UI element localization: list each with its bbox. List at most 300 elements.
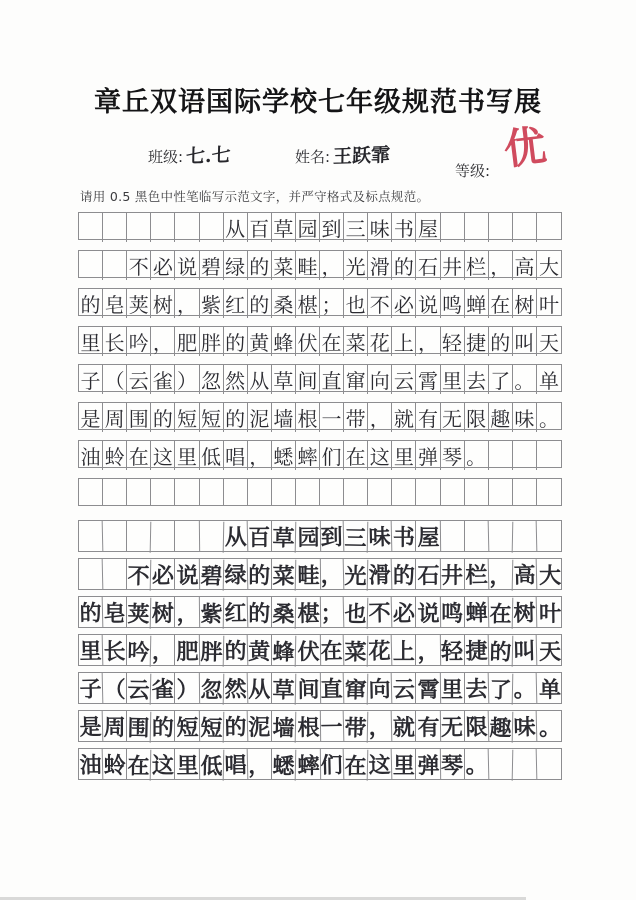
grid-cell-char: 绿: [223, 558, 248, 590]
grid-cell-char: 皂: [103, 289, 127, 318]
grid-cell-char: 园: [296, 213, 320, 242]
grid-cell-empty: [512, 520, 537, 552]
grid-cell-char: 在: [489, 289, 513, 318]
grid-cell-char: 说: [175, 251, 199, 280]
grid-cell-char: 长: [103, 327, 127, 356]
grid-cell-char: 里: [79, 327, 103, 356]
name-label: 姓名:: [295, 148, 331, 166]
grid-cell-char: 在: [488, 597, 513, 628]
grid-cell-char: 必: [392, 289, 416, 318]
grid-cell-char: 了: [488, 673, 513, 704]
grid-cell-char: 在: [344, 441, 368, 470]
grid-cell-char: 这: [368, 441, 392, 470]
grid-cell-char: 必: [392, 597, 416, 628]
grid-cell-char: ；: [320, 596, 345, 628]
grid-cell-char: 叫: [513, 327, 537, 356]
grid-cell-char: 围: [127, 711, 152, 742]
grid-cell-empty: [538, 749, 562, 780]
grid-cell-empty: [127, 521, 152, 552]
grid-cell-empty: [79, 251, 103, 280]
grid-cell-char: 滑: [368, 558, 393, 590]
grid-cell-char: 里: [79, 634, 104, 666]
grid-cell-empty: [151, 479, 175, 505]
grid-cell-char: 不: [368, 289, 392, 318]
grid-cell-empty: [175, 213, 199, 242]
grid-cell-char: （: [103, 673, 127, 704]
grid-cell-char: 肥: [176, 635, 200, 666]
grid-cell-char: 不: [127, 251, 151, 280]
grid-cell-char: 不: [127, 559, 152, 590]
grid-cell-empty: [248, 479, 272, 505]
grid-cell-char: 云: [392, 365, 416, 394]
grid-cell-char: 单: [538, 676, 562, 704]
grid-cell-char: 然: [224, 365, 248, 394]
grid-cell-char: 畦: [297, 559, 321, 590]
grid-cell-char: 限: [465, 403, 489, 432]
grid-cell-char: ，: [320, 251, 344, 280]
grid-cell-char: 墙: [272, 403, 296, 432]
grid-cell-empty: [103, 559, 127, 590]
grid-cell-empty: [127, 213, 151, 242]
grid-cell-char: 是: [79, 710, 104, 742]
grid-cell-char: 上: [392, 327, 416, 356]
grid-cell-char: 蟀: [297, 749, 321, 780]
grid-cell-char: ）: [176, 673, 200, 704]
grid-cell-char: 三: [344, 521, 369, 552]
grid-row: [78, 212, 562, 240]
grid-row: [78, 250, 562, 278]
grid-cell-char: 蝉: [465, 289, 489, 318]
grid-cell-char: 的: [248, 597, 272, 628]
grid-cell-char: 从: [223, 520, 248, 552]
grid-cell-char: 。: [512, 672, 537, 704]
grid-cell-char: 围: [127, 403, 151, 432]
grid-cell-char: 花: [368, 634, 393, 666]
grid-cell-char: ，: [488, 559, 513, 590]
grid-cell-char: 带: [344, 403, 368, 432]
grid-cell-char: 桑: [272, 289, 296, 318]
grid-cell-char: 。: [513, 365, 537, 394]
grid-cell-char: 忽: [200, 365, 224, 394]
grid-cell-char: 根: [297, 711, 321, 742]
grid-cell-char: 霄: [417, 673, 441, 704]
grid-row: [78, 440, 562, 468]
grid-cell-char: 蟀: [296, 441, 320, 470]
grid-cell-char: 捷: [464, 634, 489, 666]
grid-cell-char: 从: [248, 365, 272, 394]
grid-cell-char: 菜: [271, 559, 296, 590]
grid-cell-char: 然: [223, 672, 248, 704]
grid-cell-char: 雀: [151, 365, 175, 394]
grid-cell-char: 也: [344, 597, 369, 628]
grid-cell-empty: [416, 479, 440, 505]
grid-cell-empty: [538, 521, 562, 552]
grid-cell-char: 井: [441, 251, 465, 280]
grid-cell-char: 的: [79, 596, 104, 628]
grid-cell-char: 椹: [296, 289, 320, 318]
grid-row: [78, 710, 562, 742]
grid-cell-char: 弹: [416, 441, 440, 470]
grid-cell-char: 屋: [416, 213, 440, 242]
grid-cell-empty: [79, 213, 103, 242]
grid-cell-char: 子: [79, 365, 103, 394]
grid-cell-char: 趣: [489, 403, 513, 432]
instruction-note: 请用 0.5 黑色中性笔临写示范文字，并严守格式及标点规范。: [80, 189, 430, 204]
grid-cell-empty: [79, 479, 103, 505]
grid-cell-char: 的: [151, 711, 175, 742]
grid-cell-char: 书: [392, 521, 416, 552]
grid-cell-char: ）: [175, 365, 199, 394]
grid-cell-char: 低: [200, 441, 224, 470]
grade-label: 等级:: [455, 162, 491, 180]
grid-cell-char: 滑: [368, 251, 392, 280]
grid-cell-char: ，: [368, 710, 393, 742]
grid-cell-char: 肥: [175, 327, 199, 356]
grid-cell-empty: [512, 748, 537, 780]
grid-row: [78, 478, 562, 506]
grid-cell-empty: [79, 558, 104, 590]
grid-cell-char: 向: [368, 672, 393, 704]
grid-cell-empty: [296, 479, 320, 505]
grid-cell-char: 短: [200, 403, 224, 432]
grid-cell-char: 蟋: [271, 749, 296, 780]
grid-row: [78, 326, 562, 354]
grid-cell-char: 书: [392, 213, 416, 242]
grid-cell-char: 趣: [488, 711, 513, 742]
grid-cell-char: 一: [320, 710, 345, 742]
grid-cell-char: 鸣: [441, 597, 465, 628]
grid-row: [78, 520, 562, 552]
grid-cell-char: 的: [489, 327, 513, 356]
grid-cell-char: 到: [320, 520, 345, 552]
grid-cell-char: 就: [392, 711, 416, 742]
grid-cell-char: 桑: [271, 597, 296, 628]
grid-cell-char: 蛉: [103, 441, 127, 470]
grid-cell-empty: [103, 521, 127, 552]
grade-value-red-handwritten: 优: [501, 120, 549, 175]
grid-cell-char: ，: [320, 558, 345, 590]
header-fields: [0, 120, 636, 185]
grid-cell-empty: [151, 521, 175, 552]
grid-cell-empty: [103, 213, 127, 242]
grid-cell-char: 说: [416, 289, 440, 318]
grid-cell-char: 绿: [224, 251, 248, 280]
grid-cell-char: 无: [441, 711, 465, 742]
field-name: [295, 141, 455, 168]
grid-cell-char: 草: [271, 673, 296, 704]
grid-cell-char: ，: [151, 635, 175, 666]
grid-cell-char: 里: [392, 441, 416, 470]
grid-cell-char: 到: [320, 213, 344, 242]
grid-cell-char: 伏: [296, 327, 320, 356]
class-value-handwritten: 七.七: [185, 144, 231, 168]
grid-cell-char: ，: [416, 327, 440, 356]
grid-cell-char: 树: [151, 597, 175, 628]
grid-cell-empty: [103, 479, 127, 505]
grid-row: [78, 558, 562, 590]
grid-cell-char: 天: [538, 638, 562, 666]
grid-cell-char: （: [103, 365, 127, 394]
grid-row: [78, 634, 562, 666]
grid-cell-char: 味: [368, 520, 393, 552]
grid-cell-char: 上: [392, 635, 416, 666]
grid-cell-char: 菜: [344, 635, 369, 666]
grid-cell-char: 味: [368, 213, 392, 242]
grid-cell-char: 大: [538, 255, 559, 279]
grid-cell-char: 在: [320, 327, 344, 356]
grid-cell-char: ，: [176, 597, 200, 628]
model-text-grid: [78, 212, 562, 506]
grid-cell-char: 有: [416, 403, 440, 432]
grid-cell-char: ，: [417, 635, 441, 666]
grid-cell-char: 在: [320, 634, 345, 666]
grid-cell-empty: [199, 521, 224, 552]
grid-cell-char: 高: [513, 251, 537, 280]
grid-cell-char: 从: [224, 213, 248, 242]
grid-cell-empty: [489, 213, 513, 242]
grid-cell-char: 说: [176, 559, 200, 590]
grid-cell-char: 三: [344, 213, 368, 242]
grid-cell-char: 蛉: [103, 749, 127, 780]
grid-cell-char: 里: [441, 365, 465, 394]
grid-cell-empty: [79, 520, 104, 552]
grid-cell-char: 荚: [127, 289, 151, 318]
grid-cell-char: 胖: [199, 635, 224, 666]
grid-cell-char: 唱: [223, 748, 248, 780]
grid-cell-char: 这: [151, 441, 175, 470]
grid-cell-char: 直: [320, 672, 345, 704]
grid-cell-char: 云: [392, 673, 416, 704]
grid-cell-char: 蟋: [272, 441, 296, 470]
grid-cell-char: 鸣: [441, 289, 465, 318]
grid-cell-char: 必: [151, 559, 175, 590]
grid-cell-empty: [465, 213, 489, 242]
grid-cell-char: 有: [417, 711, 441, 742]
grid-cell-char: 草: [272, 365, 296, 394]
grid-cell-empty: [441, 213, 465, 242]
grid-cell-char: 里: [176, 749, 200, 780]
grid-cell-char: 百: [248, 521, 272, 552]
grid-cell-char: 这: [151, 749, 175, 780]
grid-cell-char: 树: [513, 289, 537, 318]
grid-cell-empty: [488, 521, 513, 552]
grid-row: [78, 288, 562, 316]
grid-cell-char: 霄: [416, 365, 440, 394]
grid-cell-char: 根: [296, 403, 320, 432]
grid-cell-char: 的: [392, 251, 416, 280]
grid-cell-empty: [200, 213, 224, 242]
grid-cell-char: 的: [392, 559, 416, 590]
grid-cell-char: 紫: [200, 289, 224, 318]
grid-cell-char: 周: [103, 711, 127, 742]
grid-cell-char: 轻: [441, 327, 465, 356]
grid-cell-char: 轻: [441, 635, 465, 666]
grid-cell-char: 的: [248, 559, 272, 590]
grid-cell-char: 菜: [272, 251, 296, 280]
grid-cell-empty: [103, 251, 127, 280]
grid-cell-char: 树: [151, 289, 175, 318]
grid-row: [78, 596, 562, 628]
grid-cell-char: 去: [464, 672, 489, 704]
grid-cell-char: 短: [175, 403, 199, 432]
grid-cell-empty: [464, 520, 489, 552]
grid-cell-char: 在: [127, 749, 152, 780]
grid-cell-char: 必: [151, 251, 175, 280]
grid-cell-char: 井: [441, 559, 465, 590]
grid-cell-char: 碧: [199, 559, 224, 590]
grid-cell-char: 一: [320, 403, 344, 432]
grid-cell-char: 们: [320, 441, 344, 470]
grid-cell-empty: [200, 479, 224, 505]
grid-cell-char: 忽: [199, 673, 224, 704]
grid-cell-char: ，: [175, 289, 199, 318]
grid-cell-char: 园: [297, 521, 321, 552]
grid-cell-char: 树: [512, 596, 537, 628]
grid-cell-char: 间: [296, 365, 320, 394]
grid-cell-char: 在: [344, 749, 369, 780]
grid-cell-char: 弹: [417, 749, 441, 780]
grid-cell-char: 限: [464, 710, 489, 742]
grid-cell-char: 云: [127, 673, 152, 704]
grid-cell-char: 短: [176, 711, 200, 742]
grid-cell-char: 周: [103, 403, 127, 432]
grid-cell-char: 光: [344, 559, 369, 590]
grid-cell-empty: [320, 479, 344, 505]
grid-cell-char: 。: [464, 748, 489, 780]
grid-cell-char: 叫: [512, 634, 537, 666]
grid-cell-char: 蝉: [464, 596, 489, 628]
grid-cell-char: 。: [538, 714, 562, 742]
grid-cell-char: 的: [248, 251, 272, 280]
grid-cell-char: 碧: [200, 251, 224, 280]
grid-cell-char: 雀: [151, 673, 175, 704]
grid-cell-empty: [392, 479, 416, 505]
grid-cell-empty: [176, 521, 200, 552]
grid-cell-char: 皂: [103, 597, 127, 628]
grid-cell-char: 胖: [200, 327, 224, 356]
grid-cell-char: 椹: [297, 597, 321, 628]
grid-cell-char: 蜂: [272, 327, 296, 356]
grid-cell-char: 荚: [127, 597, 152, 628]
grid-row: [78, 672, 562, 704]
grid-cell-char: 墙: [271, 711, 296, 742]
grid-cell-char: 栏: [464, 558, 489, 590]
grid-cell-char: 叶: [538, 600, 562, 628]
grid-cell-empty: [344, 479, 368, 505]
grid-cell-char: 琴: [441, 749, 465, 780]
grid-cell-char: 叶: [538, 293, 559, 317]
grid-cell-char: ，: [489, 251, 513, 280]
grid-cell-char: 从: [248, 673, 272, 704]
grid-cell-char: 去: [465, 365, 489, 394]
grid-cell-char: 唱: [224, 441, 248, 470]
grid-cell-char: 就: [392, 403, 416, 432]
grid-cell-char: 的: [223, 634, 248, 666]
grid-cell-char: 这: [368, 748, 393, 780]
grid-cell-empty: [465, 479, 489, 505]
grid-cell-char: 石: [416, 251, 440, 280]
grid-cell-char: 的: [224, 327, 248, 356]
grid-cell-empty: [272, 479, 296, 505]
grid-cell-char: 是: [79, 403, 103, 432]
class-label: 班级:: [148, 148, 184, 166]
grid-cell-empty: [368, 479, 392, 505]
grid-cell-char: 吟: [127, 635, 152, 666]
grid-cell-empty: [488, 749, 513, 780]
page-title: 章丘双语国际学校七年级规范书写展: [94, 87, 542, 118]
grid-cell-empty: [537, 479, 561, 505]
grid-cell-char: ，: [248, 441, 272, 470]
grid-cell-char: 直: [320, 365, 344, 394]
grid-cell-char: 无: [441, 403, 465, 432]
grid-cell-char: 云: [127, 365, 151, 394]
grid-cell-char: 花: [368, 327, 392, 356]
grid-cell-char: 的: [488, 635, 513, 666]
grid-cell-char: 菜: [344, 327, 368, 356]
grid-cell-char: 间: [297, 673, 321, 704]
grid-cell-char: 的: [151, 403, 175, 432]
grid-cell-char: 短: [199, 711, 224, 742]
grid-cell-char: 向: [368, 365, 392, 394]
grid-cell-char: 光: [344, 251, 368, 280]
grid-cell-char: ；: [320, 289, 344, 318]
grid-cell-empty: [441, 521, 465, 552]
grid-cell-empty: [489, 441, 513, 470]
grid-cell-empty: [175, 479, 199, 505]
grid-cell-empty: [513, 213, 537, 242]
grid-cell-char: 里: [175, 441, 199, 470]
grid-cell-char: 的: [248, 289, 272, 318]
grid-cell-char: 泥: [248, 403, 272, 432]
grid-cell-char: 了: [489, 365, 513, 394]
grid-cell-char: 子: [79, 672, 104, 704]
grid-cell-char: 紫: [199, 597, 224, 628]
grid-cell-char: 窜: [344, 673, 369, 704]
grid-cell-char: 屋: [417, 521, 441, 552]
name-value-handwritten: 王跃霏: [332, 143, 391, 169]
grid-cell-char: 里: [441, 673, 465, 704]
grid-cell-char: 们: [320, 748, 345, 780]
grid-cell-char: 百: [248, 213, 272, 242]
grid-cell-char: 蜂: [271, 635, 296, 666]
grid-cell-char: 畦: [296, 251, 320, 280]
grid-cell-empty: [513, 479, 537, 505]
grid-cell-char: 单: [538, 369, 559, 393]
grid-cell-char: 里: [392, 749, 416, 780]
grid-cell-char: 红: [223, 596, 248, 628]
grid-cell-char: 味: [512, 710, 537, 742]
grid-cell-char: 油: [79, 748, 104, 780]
grid-cell-char: 长: [103, 635, 127, 666]
grid-cell-char: 吟: [127, 327, 151, 356]
grid-cell-empty: [224, 479, 248, 505]
grid-cell-char: 的: [79, 289, 103, 318]
grid-cell-char: 的: [224, 403, 248, 432]
grid-cell-char: 泥: [248, 711, 272, 742]
grid-cell-char: 味: [513, 403, 537, 432]
grid-cell-empty: [127, 479, 151, 505]
grid-cell-char: 天: [538, 331, 559, 355]
grid-cell-char: 草: [271, 521, 296, 552]
student-copy-grid: [78, 520, 562, 780]
grid-cell-empty: [489, 479, 513, 505]
grid-cell-char: 油: [79, 441, 103, 470]
grid-cell-char: 的: [223, 710, 248, 742]
grid-cell-char: 草: [272, 213, 296, 242]
grid-cell-char: 石: [417, 559, 441, 590]
grid-row: [78, 364, 562, 392]
grid-cell-char: 大: [538, 562, 562, 590]
